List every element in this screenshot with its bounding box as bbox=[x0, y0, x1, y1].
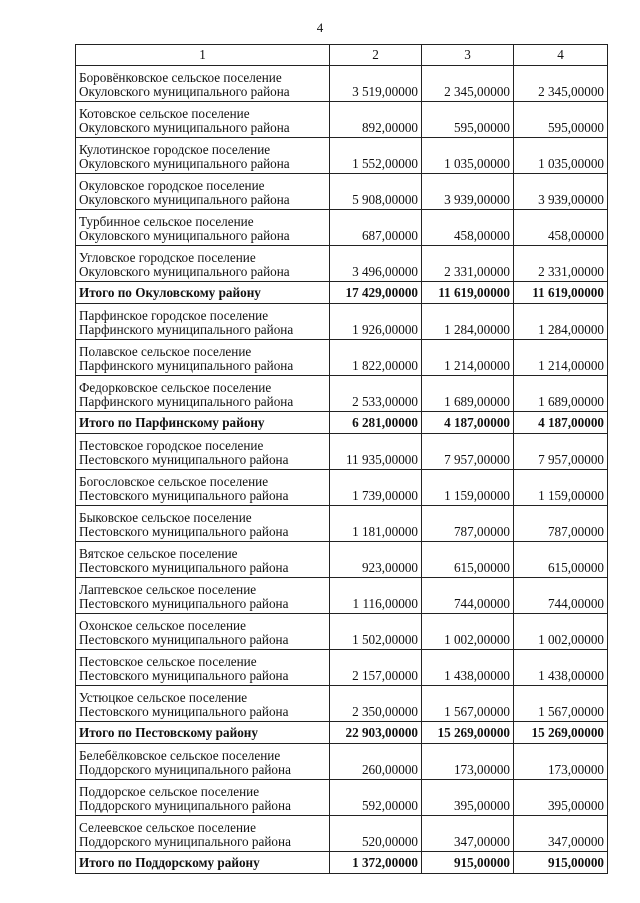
settlement-name-line-2: Поддорского муниципального района bbox=[79, 798, 291, 813]
settlement-name-line-2: Окуловского муниципального района bbox=[79, 84, 290, 99]
amount-col-3: 7 957,00000 bbox=[422, 434, 514, 470]
amount-col-4: 1 159,00000 bbox=[514, 470, 608, 506]
settlement-name bbox=[76, 578, 330, 614]
amount-col-4: 1 567,00000 bbox=[514, 686, 608, 722]
table-row bbox=[76, 744, 608, 780]
amount-col-2: 923,00000 bbox=[330, 542, 422, 578]
amount-col-3: 615,00000 bbox=[422, 542, 514, 578]
amount-col-4: 2 331,00000 bbox=[514, 246, 608, 282]
settlement-name-line-2: Пестовского муниципального района bbox=[79, 524, 289, 539]
table-row bbox=[76, 614, 608, 650]
total-label-text: Итого по Окуловскому району bbox=[79, 284, 261, 300]
table-row bbox=[76, 210, 608, 246]
settlement-name-line-1: Охонское сельское поселение bbox=[79, 618, 246, 633]
settlement-name-line-2: Пестовского муниципального района bbox=[79, 668, 289, 683]
amount-col-2: 17 429,00000 bbox=[330, 282, 422, 304]
amount-col-2: 687,00000 bbox=[330, 210, 422, 246]
settlement-name-line-2: Окуловского муниципального района bbox=[79, 192, 290, 207]
total-row bbox=[76, 852, 608, 874]
amount-col-2: 1 926,00000 bbox=[330, 304, 422, 340]
total-row bbox=[76, 722, 608, 744]
settlement-name-line-1: Турбинное сельское поселение bbox=[79, 214, 254, 229]
table-row bbox=[76, 174, 608, 210]
settlement-name-line-2: Пестовского муниципального района bbox=[79, 704, 289, 719]
settlement-name-line-1: Боровёнковское сельское поселение bbox=[79, 70, 282, 85]
column-header-3: 3 bbox=[422, 45, 514, 66]
amount-col-4: 744,00000 bbox=[514, 578, 608, 614]
settlement-name bbox=[76, 434, 330, 470]
amount-col-2: 6 281,00000 bbox=[330, 412, 422, 434]
table-row bbox=[76, 816, 608, 852]
amount-col-3: 2 345,00000 bbox=[422, 66, 514, 102]
amount-col-4: 1 438,00000 bbox=[514, 650, 608, 686]
settlement-name bbox=[76, 686, 330, 722]
settlement-name-line-1: Белебёлковское сельское поселение bbox=[79, 748, 281, 763]
settlement-name-line-1: Окуловское городское поселение bbox=[79, 178, 265, 193]
amount-col-2: 260,00000 bbox=[330, 744, 422, 780]
settlement-name-line-2: Окуловского муниципального района bbox=[79, 264, 290, 279]
settlement-name-line-1: Федорковское сельское поселение bbox=[79, 380, 272, 395]
table-row bbox=[76, 780, 608, 816]
total-row bbox=[76, 412, 608, 434]
amount-col-3: 3 939,00000 bbox=[422, 174, 514, 210]
settlement-name-line-1: Быковское сельское поселение bbox=[79, 510, 252, 525]
allocation-table bbox=[75, 44, 608, 874]
settlement-name bbox=[76, 138, 330, 174]
settlement-name bbox=[76, 816, 330, 852]
amount-col-2: 1 552,00000 bbox=[330, 138, 422, 174]
amount-col-4: 458,00000 bbox=[514, 210, 608, 246]
amount-col-4: 347,00000 bbox=[514, 816, 608, 852]
amount-col-4: 2 345,00000 bbox=[514, 66, 608, 102]
settlement-name-line-2: Пестовского муниципального района bbox=[79, 596, 289, 611]
settlement-name-line-1: Угловское городское поселение bbox=[79, 250, 256, 265]
table-body bbox=[76, 66, 608, 874]
settlement-name-line-2: Окуловского муниципального района bbox=[79, 156, 290, 171]
amount-col-2: 1 822,00000 bbox=[330, 340, 422, 376]
settlement-name-line-1: Поддорское сельское поселение bbox=[79, 784, 260, 799]
settlement-name bbox=[76, 744, 330, 780]
amount-col-2: 592,00000 bbox=[330, 780, 422, 816]
amount-col-4: 4 187,00000 bbox=[514, 412, 608, 434]
table-row bbox=[76, 470, 608, 506]
amount-col-3: 458,00000 bbox=[422, 210, 514, 246]
settlement-name bbox=[76, 210, 330, 246]
settlement-name-line-1: Парфинское городское поселение bbox=[79, 308, 269, 323]
table-row bbox=[76, 686, 608, 722]
settlement-name-line-1: Пестовское сельское поселение bbox=[79, 654, 257, 669]
settlement-name bbox=[76, 102, 330, 138]
amount-col-3: 595,00000 bbox=[422, 102, 514, 138]
amount-col-2: 1 502,00000 bbox=[330, 614, 422, 650]
settlement-name-line-1: Кулотинское городское поселение bbox=[79, 142, 271, 157]
settlement-name-line-2: Пестовского муниципального района bbox=[79, 452, 289, 467]
amount-col-3: 1 002,00000 bbox=[422, 614, 514, 650]
settlement-name-line-2: Парфинского муниципального района bbox=[79, 358, 294, 373]
table-row bbox=[76, 304, 608, 340]
table-row bbox=[76, 246, 608, 282]
page-number: 4 bbox=[316, 20, 324, 35]
settlement-name-line-1: Устюцкое сельское поселение bbox=[79, 690, 248, 705]
amount-col-3: 395,00000 bbox=[422, 780, 514, 816]
amount-col-2: 2 350,00000 bbox=[330, 686, 422, 722]
amount-col-2: 2 533,00000 bbox=[330, 376, 422, 412]
amount-col-3: 1 159,00000 bbox=[422, 470, 514, 506]
settlement-name bbox=[76, 174, 330, 210]
amount-col-2: 2 157,00000 bbox=[330, 650, 422, 686]
column-header-4: 4 bbox=[514, 45, 608, 66]
table-row bbox=[76, 340, 608, 376]
settlement-name-line-2: Пестовского муниципального района bbox=[79, 560, 289, 575]
amount-col-4: 1 284,00000 bbox=[514, 304, 608, 340]
amount-col-3: 1 689,00000 bbox=[422, 376, 514, 412]
settlement-name bbox=[76, 614, 330, 650]
amount-col-3: 2 331,00000 bbox=[422, 246, 514, 282]
settlement-name bbox=[76, 66, 330, 102]
settlement-name-line-2: Пестовского муниципального района bbox=[79, 632, 289, 647]
settlement-name-line-2: Окуловского муниципального района bbox=[79, 120, 290, 135]
settlement-name-line-1: Пестовское городское поселение bbox=[79, 438, 264, 453]
settlement-name-line-1: Богословское сельское поселение bbox=[79, 474, 269, 489]
amount-col-4: 595,00000 bbox=[514, 102, 608, 138]
amount-col-3: 4 187,00000 bbox=[422, 412, 514, 434]
settlement-name bbox=[76, 340, 330, 376]
total-label-text: Итого по Пестовскому району bbox=[79, 724, 258, 740]
amount-col-4: 3 939,00000 bbox=[514, 174, 608, 210]
amount-col-3: 11 619,00000 bbox=[422, 282, 514, 304]
settlement-name bbox=[76, 246, 330, 282]
settlement-name bbox=[76, 506, 330, 542]
amount-col-2: 3 519,00000 bbox=[330, 66, 422, 102]
amount-col-4: 1 689,00000 bbox=[514, 376, 608, 412]
amount-col-2: 520,00000 bbox=[330, 816, 422, 852]
amount-col-2: 22 903,00000 bbox=[330, 722, 422, 744]
amount-col-3: 915,00000 bbox=[422, 852, 514, 874]
amount-col-4: 173,00000 bbox=[514, 744, 608, 780]
table-row bbox=[76, 66, 608, 102]
total-label-text: Итого по Парфинскому району bbox=[79, 414, 265, 430]
amount-col-3: 347,00000 bbox=[422, 816, 514, 852]
settlement-name-line-2: Окуловского муниципального района bbox=[79, 228, 290, 243]
amount-col-4: 615,00000 bbox=[514, 542, 608, 578]
table-row bbox=[76, 578, 608, 614]
settlement-name-line-2: Парфинского муниципального района bbox=[79, 394, 294, 409]
amount-col-4: 1 002,00000 bbox=[514, 614, 608, 650]
amount-col-2: 1 181,00000 bbox=[330, 506, 422, 542]
amount-col-4: 7 957,00000 bbox=[514, 434, 608, 470]
settlement-name bbox=[76, 780, 330, 816]
amount-col-4: 1 214,00000 bbox=[514, 340, 608, 376]
total-label bbox=[76, 412, 330, 434]
amount-col-3: 787,00000 bbox=[422, 506, 514, 542]
amount-col-2: 11 935,00000 bbox=[330, 434, 422, 470]
settlement-name-line-2: Пестовского муниципального района bbox=[79, 488, 289, 503]
settlement-name bbox=[76, 304, 330, 340]
amount-col-4: 15 269,00000 bbox=[514, 722, 608, 744]
table-row bbox=[76, 376, 608, 412]
settlement-name-line-2: Поддорского муниципального района bbox=[79, 834, 291, 849]
table-row bbox=[76, 506, 608, 542]
table-row bbox=[76, 138, 608, 174]
table-header-row bbox=[76, 45, 608, 66]
settlement-name bbox=[76, 376, 330, 412]
total-label bbox=[76, 282, 330, 304]
settlement-name bbox=[76, 650, 330, 686]
table-row bbox=[76, 434, 608, 470]
column-header-1: 1 bbox=[76, 45, 330, 66]
amount-col-3: 15 269,00000 bbox=[422, 722, 514, 744]
amount-col-4: 787,00000 bbox=[514, 506, 608, 542]
total-label bbox=[76, 852, 330, 874]
amount-col-3: 1 438,00000 bbox=[422, 650, 514, 686]
amount-col-3: 1 284,00000 bbox=[422, 304, 514, 340]
amount-col-2: 892,00000 bbox=[330, 102, 422, 138]
table-row bbox=[76, 542, 608, 578]
amount-col-2: 5 908,00000 bbox=[330, 174, 422, 210]
amount-col-3: 1 567,00000 bbox=[422, 686, 514, 722]
settlement-name-line-2: Парфинского муниципального района bbox=[79, 322, 294, 337]
total-label bbox=[76, 722, 330, 744]
settlement-name-line-1: Полавское сельское поселение bbox=[79, 344, 252, 359]
settlement-name-line-1: Лаптевское сельское поселение bbox=[79, 582, 257, 597]
amount-col-2: 1 739,00000 bbox=[330, 470, 422, 506]
settlement-name-line-1: Котовское сельское поселение bbox=[79, 106, 250, 121]
settlement-name-line-1: Вятское сельское поселение bbox=[79, 546, 238, 561]
settlement-name bbox=[76, 470, 330, 506]
total-row bbox=[76, 282, 608, 304]
table-row bbox=[76, 102, 608, 138]
amount-col-4: 1 035,00000 bbox=[514, 138, 608, 174]
amount-col-2: 1 372,00000 bbox=[330, 852, 422, 874]
settlement-name bbox=[76, 542, 330, 578]
amount-col-3: 173,00000 bbox=[422, 744, 514, 780]
amount-col-2: 3 496,00000 bbox=[330, 246, 422, 282]
amount-col-4: 11 619,00000 bbox=[514, 282, 608, 304]
amount-col-3: 1 035,00000 bbox=[422, 138, 514, 174]
amount-col-4: 395,00000 bbox=[514, 780, 608, 816]
amount-col-2: 1 116,00000 bbox=[330, 578, 422, 614]
amount-col-3: 1 214,00000 bbox=[422, 340, 514, 376]
amount-col-4: 915,00000 bbox=[514, 852, 608, 874]
table-row bbox=[76, 650, 608, 686]
amount-col-3: 744,00000 bbox=[422, 578, 514, 614]
settlement-name-line-1: Селеевское сельское поселение bbox=[79, 820, 256, 835]
column-header-2: 2 bbox=[330, 45, 422, 66]
total-label-text: Итого по Поддорскому району bbox=[79, 854, 260, 870]
settlement-name-line-2: Поддорского муниципального района bbox=[79, 762, 291, 777]
